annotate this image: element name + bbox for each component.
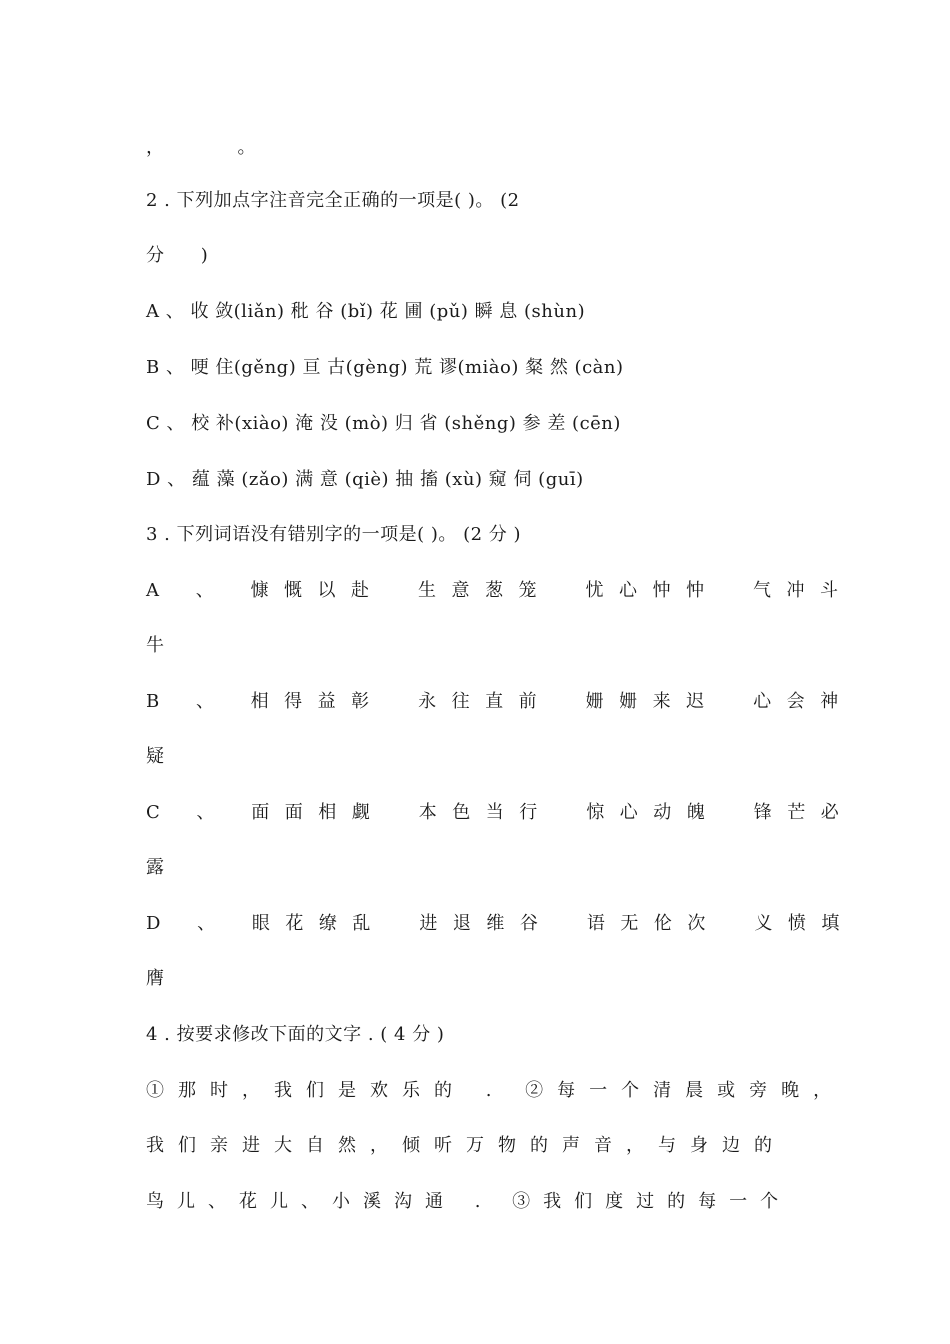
question-3-option-b-cont: 疑 (146, 746, 180, 767)
question-2-stem: 2 . 下列加点字注音完全正确的一项是( )。 (2 (146, 190, 520, 211)
passage-line-1: ①那时，我们是欢乐的 . ②每一个清晨或旁晚， (146, 1080, 846, 1101)
question-2-stem-cont: 分 ) (146, 245, 224, 266)
question-3-option-d: D 、 眼花缭乱 进退维谷 语无伦次 义愤填 (146, 913, 855, 934)
text-line-1: ， 。 (146, 137, 271, 158)
question-2-option-b: B 、 哽 住(gěng) 亘 古(gèng) 荒 谬(miào) 粲 然 (càn) (146, 357, 624, 378)
passage-line-3: 鸟儿、花儿、小溪沟通 . ③我们度过的每一个 (146, 1191, 792, 1212)
passage-line-2: 我们亲进大自然，倾听万物的声音，与身边的 (146, 1135, 786, 1156)
question-3-option-d-cont: 膺 (146, 968, 180, 989)
question-3-option-b: B 、 相得益彰 永往直前 姗姗来迟 心会神 (146, 691, 854, 712)
question-2-option-d: D 、 蕴 藻 (zǎo) 满 意 (qiè) 抽 搐 (xù) 窥 伺 (guī) (146, 469, 584, 490)
question-2-option-c: C 、 校 补(xiào) 淹 没 (mò) 归 省 (shěng) 参 差 (cēn) (146, 413, 621, 434)
question-3-option-c: C 、 面面相觑 本色当行 惊心动魄 锋芒必 (146, 802, 855, 823)
question-3-option-a: A 、 慷慨以赴 生意葱笼 忧心忡忡 气冲斗 (146, 580, 854, 601)
question-3-stem: 3 . 下列词语没有错别字的一项是( )。 (2 分 ) (146, 524, 522, 545)
question-3-option-c-cont: 露 (146, 857, 180, 878)
question-2-option-a: A 、 收 敛(liǎn) 秕 谷 (bǐ) 花 圃 (pǔ) 瞬 息 (shùn) (146, 301, 586, 322)
question-4-stem: 4 . 按要求修改下面的文字 . ( 4 分 ) (146, 1024, 445, 1045)
question-3-option-a-cont: 牛 (146, 635, 180, 656)
